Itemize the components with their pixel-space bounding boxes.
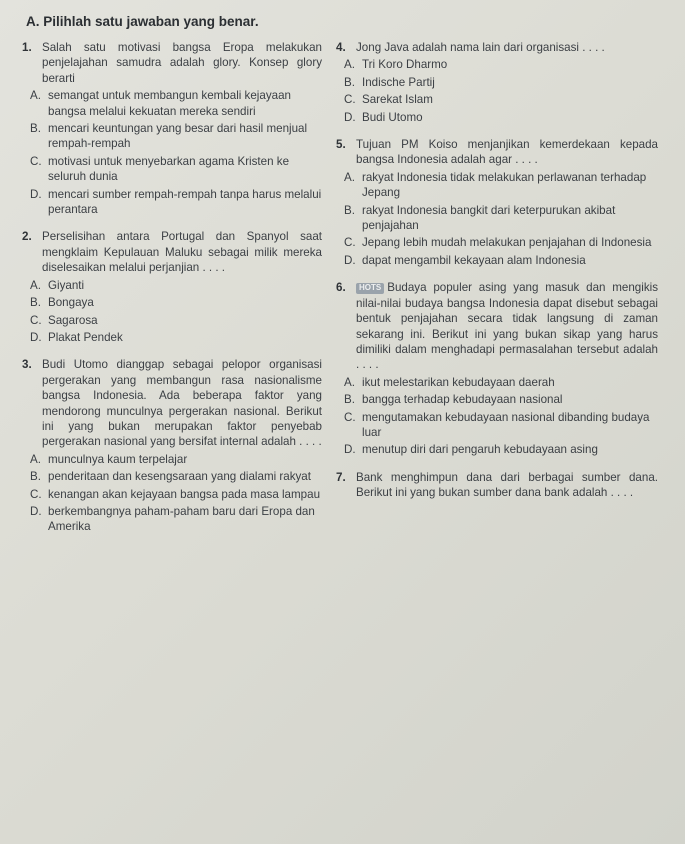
option-text: mengutamakan kebudayaan nasional dibanding budaya luar <box>362 410 650 439</box>
question-text-body: Tujuan PM Koiso menjanjikan kemerdekaan kepada bangsa Indonesia adalah agar . . . . <box>356 138 658 167</box>
option-letter: D. <box>344 253 356 267</box>
option-text: kenangan akan kejayaan bangsa pada masa lampau <box>48 487 321 501</box>
question-item <box>336 470 658 501</box>
option-text: Giyanti <box>48 278 85 292</box>
question-stem <box>336 280 658 372</box>
question-item <box>22 229 322 345</box>
option-text: Jepang lebih mudah melakukan penjajahan di Indonesia <box>362 236 652 250</box>
right-column <box>336 40 658 513</box>
question-text-body: Salah satu motivasi bangsa Eropa melakukan penjelajahan samudra adalah glory. Konsep glory berarti <box>42 41 322 85</box>
option-text: ikut melestarikan kebudayaan daerah <box>362 375 555 389</box>
option-text: penderitaan dan kesengsaraan yang dialami rakyat <box>48 470 311 484</box>
option-letter: A. <box>30 89 41 103</box>
question-text <box>356 40 658 55</box>
answer-option <box>30 88 322 119</box>
question-stem <box>22 357 322 449</box>
answer-option <box>30 295 322 310</box>
option-letter: C. <box>30 487 42 501</box>
answer-option <box>344 392 658 407</box>
option-letter: B. <box>344 393 355 407</box>
question-item <box>336 280 658 457</box>
left-column <box>22 40 322 547</box>
question-item <box>336 137 658 268</box>
question-number: 7. <box>336 470 346 484</box>
answer-options <box>344 375 658 458</box>
question-number: 3. <box>22 358 32 372</box>
answer-option <box>344 442 658 457</box>
answer-option <box>30 121 322 152</box>
option-text: Sagarosa <box>48 313 98 327</box>
question-text <box>42 229 322 275</box>
option-letter: C. <box>344 236 356 250</box>
answer-option <box>344 57 658 72</box>
answer-option <box>344 410 658 441</box>
question-text-body: Jong Java adalah nama lain dari organisasi . . . . <box>356 41 605 54</box>
option-text: Indische Partij <box>362 75 435 89</box>
answer-options <box>30 278 322 346</box>
question-number: 6. <box>336 281 346 295</box>
option-letter: B. <box>30 296 41 310</box>
option-text: rakyat Indonesia tidak melakukan perlawanan terhadap Jepang <box>362 170 647 200</box>
question-stem <box>22 40 322 86</box>
option-letter: D. <box>344 443 356 457</box>
question-number: 2. <box>22 230 32 244</box>
option-letter: B. <box>30 470 41 484</box>
option-letter: A. <box>30 278 41 292</box>
answer-option <box>344 203 658 234</box>
option-text: semangat untuk membangun kembali kejayaan bangsa melalui kekuatan mereka sendiri <box>48 89 291 118</box>
answer-option <box>30 313 322 328</box>
answer-option <box>344 235 658 250</box>
option-letter: C. <box>30 154 42 168</box>
question-stem <box>336 137 658 168</box>
option-letter: C. <box>344 93 356 107</box>
answer-option <box>30 278 322 293</box>
answer-options <box>30 452 322 535</box>
option-text: dapat mengambil kekayaan alam Indonesia <box>362 253 586 267</box>
option-text: Budi Utomo <box>362 110 423 124</box>
option-text: motivasi untuk menyebarkan agama Kristen ke seluruh dunia <box>48 154 290 184</box>
answer-options <box>30 88 322 217</box>
option-text: menutup diri dari pengaruh kebudayaan asing <box>362 443 598 457</box>
option-letter: A. <box>30 452 41 466</box>
question-text-body: Budi Utomo dianggap sebagai pelopor organisasi pergerakan yang membangun rasa nasionalisme bangsa Indonesia. Ada beberapa faktor yang mendorong munculnya pergerakan nasional. Berikut ini yang bukan merupakan faktor penyebab pergerakan nasional yang bersifat internal adalah . . . . <box>42 358 322 449</box>
option-letter: B. <box>30 122 41 136</box>
option-letter: B. <box>344 203 355 217</box>
option-text: berkembangnya paham-paham baru dari Eropa dan Amerika <box>48 504 315 534</box>
question-text <box>356 137 658 168</box>
option-text: Plakat Pendek <box>48 330 123 344</box>
option-text: Sarekat Islam <box>362 93 433 107</box>
option-letter: A. <box>344 375 355 389</box>
question-item <box>22 357 322 534</box>
answer-option <box>30 487 322 502</box>
answer-option <box>30 187 322 218</box>
question-stem <box>336 470 658 501</box>
option-text: bangga terhadap kebudayaan nasional <box>362 393 563 407</box>
answer-option <box>30 154 322 185</box>
option-letter: D. <box>30 187 42 201</box>
answer-option <box>30 504 322 535</box>
option-letter: D. <box>30 504 42 518</box>
answer-option <box>344 253 658 268</box>
answer-option <box>344 170 658 201</box>
option-text: munculnya kaum terpelajar <box>48 452 188 466</box>
option-text: mencari keuntungan yang besar dari hasil menjual rempah-rempah <box>48 122 308 151</box>
answer-option <box>30 469 322 484</box>
question-number: 1. <box>22 41 32 54</box>
option-letter: C. <box>30 313 42 327</box>
question-stem <box>22 229 322 275</box>
option-text: rakyat Indonesia bangkit dari keterpurukan akibat penjajahan <box>362 203 616 233</box>
question-text <box>356 280 658 372</box>
answer-option <box>30 452 322 467</box>
option-text: Bongaya <box>48 296 94 310</box>
question-text-body: Perselisihan antara Portugal dan Spanyol saat mengklaim Kepulauan Maluku sebagai milik mereka diselesaikan melalui perjanjian . . . . <box>42 230 322 275</box>
option-letter: D. <box>30 330 42 344</box>
question-text <box>42 357 322 449</box>
answer-options <box>344 170 658 268</box>
question-text-body: Budaya populer asing yang masuk dan mengikis nilai-nilai budaya bangsa Indonesia dapat disebut sebagai bentuk penjajahan secara tidak langsung di zaman sekarang ini. Berikut ini yang bukan sikap yang harus dimiliki dalam menghadapi permasalahan tersebut adalah . . . . <box>356 281 658 372</box>
answer-option <box>344 375 658 390</box>
answer-option <box>344 110 658 125</box>
answer-options <box>344 57 658 125</box>
answer-option <box>344 92 658 107</box>
question-number: 4. <box>336 41 346 54</box>
hots-badge: HOTS <box>356 283 384 294</box>
option-letter: D. <box>344 110 356 124</box>
option-text: Tri Koro Dharmo <box>362 58 448 72</box>
question-stem <box>336 40 658 55</box>
option-letter: A. <box>344 170 355 184</box>
section-heading: A. Pilihlah satu jawaban yang benar. <box>26 14 259 29</box>
question-item <box>336 40 658 125</box>
answer-option <box>30 330 322 345</box>
option-letter: A. <box>344 58 355 72</box>
question-item <box>22 40 322 217</box>
question-text <box>356 470 658 501</box>
option-text: mencari sumber rempah-rempah tanpa harus melalui perantara <box>48 187 322 217</box>
answer-option <box>344 75 658 90</box>
option-letter: C. <box>344 410 356 424</box>
question-text <box>42 40 322 86</box>
question-number: 5. <box>336 138 346 152</box>
question-text-body: Bank menghimpun dana dari berbagai sumber dana. Berikut ini yang bukan sumber dana bank adalah . . . . <box>356 470 658 500</box>
option-letter: B. <box>344 75 355 89</box>
